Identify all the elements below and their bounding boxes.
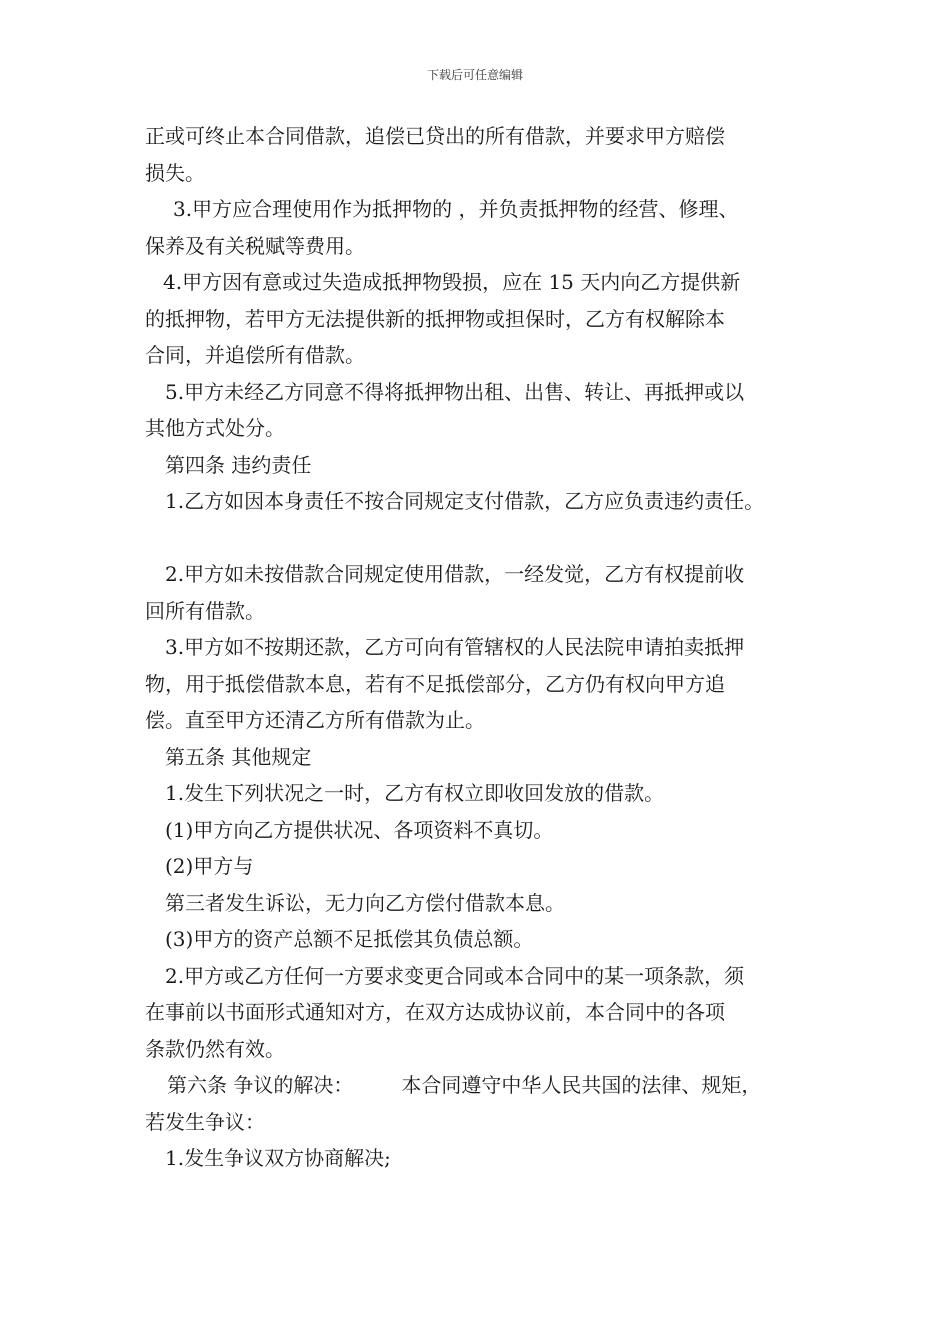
text-line: 其他方式处分。 — [145, 416, 285, 440]
text-line: 1.发生争议双方协商解决; — [165, 1146, 391, 1170]
text-line: 在事前以书面形式通知对方，在双方达成协议前，本合同中的各项 — [145, 1000, 725, 1024]
page-header-note: 下载后可任意编辑 — [426, 68, 523, 82]
text-line: (3)甲方的资产总额不足抵偿其负债总额。 — [165, 927, 534, 951]
text-line: 偿。直至甲方还清乙方所有借款为止。 — [145, 708, 485, 732]
text-line: 损失。 — [145, 160, 205, 185]
text-line: 2.甲方或乙方任何一方要求变更合同或本合同中的某一项条款，须 — [165, 963, 745, 988]
text-line: 3.甲方如不按期还款，乙方可向有管辖权的人民法院申请拍卖抵押 — [165, 635, 745, 659]
text-line: 若发生争议： — [145, 1109, 265, 1134]
text-line: 合同，并追偿所有借款。 — [145, 343, 365, 367]
text-line: 物，用于抵偿借款本息，若有不足抵偿部分，乙方仍有权向甲方追 — [145, 671, 725, 696]
text-line: 回所有借款。 — [145, 598, 265, 623]
text-line: 条款仍然有效。 — [145, 1036, 285, 1061]
contract-body — [145, 118, 835, 1177]
section-heading: 第四条 违约责任 — [165, 452, 312, 477]
text-line: 3.甲方应合理使用作为抵押物的 ，并负责抵押物的经营、修理、 — [173, 197, 739, 221]
text-line: (2)甲方与 — [165, 854, 254, 878]
section-heading-line — [145, 1067, 835, 1104]
text-line: (1)甲方向乙方提供状况、各项资料不真切。 — [165, 817, 554, 842]
text-segment: 本合同遵守中华人民共国的法律、规矩， — [401, 1073, 762, 1097]
section-heading: 第六条 争议的解决： — [167, 1073, 354, 1097]
text-line: 的抵押物，若甲方无法提供新的抵押物或担保时，乙方有权解除本 — [145, 306, 725, 331]
section-heading: 第五条 其他规定 — [165, 744, 312, 769]
text-line: 1.发生下列状况之一时，乙方有权立即收回发放的借款。 — [165, 781, 665, 805]
text-line: 第三者发生诉讼，无力向乙方偿付借款本息。 — [165, 890, 565, 915]
text-line: 2.甲方如未按借款合同规定使用借款，一经发觉，乙方有权提前收 — [165, 562, 745, 586]
text-line: 4.甲方因有意或过失造成抵押物毁损，应在 15 天内向乙方提供新 — [163, 270, 741, 294]
text-line: 保养及有关税赋等费用。 — [145, 233, 365, 258]
text-line: 1.乙方如因本身责任不按合同规定支付借款，乙方应负责违约责任。 — [165, 489, 765, 513]
text-line: 正或可终止本合同借款，追偿已贷出的所有借款，并要求甲方赔偿 — [145, 124, 725, 148]
blank-line — [145, 520, 835, 557]
text-line: 5.甲方未经乙方同意不得将抵押物出租、出售、转让、再抵押或以 — [165, 379, 745, 404]
